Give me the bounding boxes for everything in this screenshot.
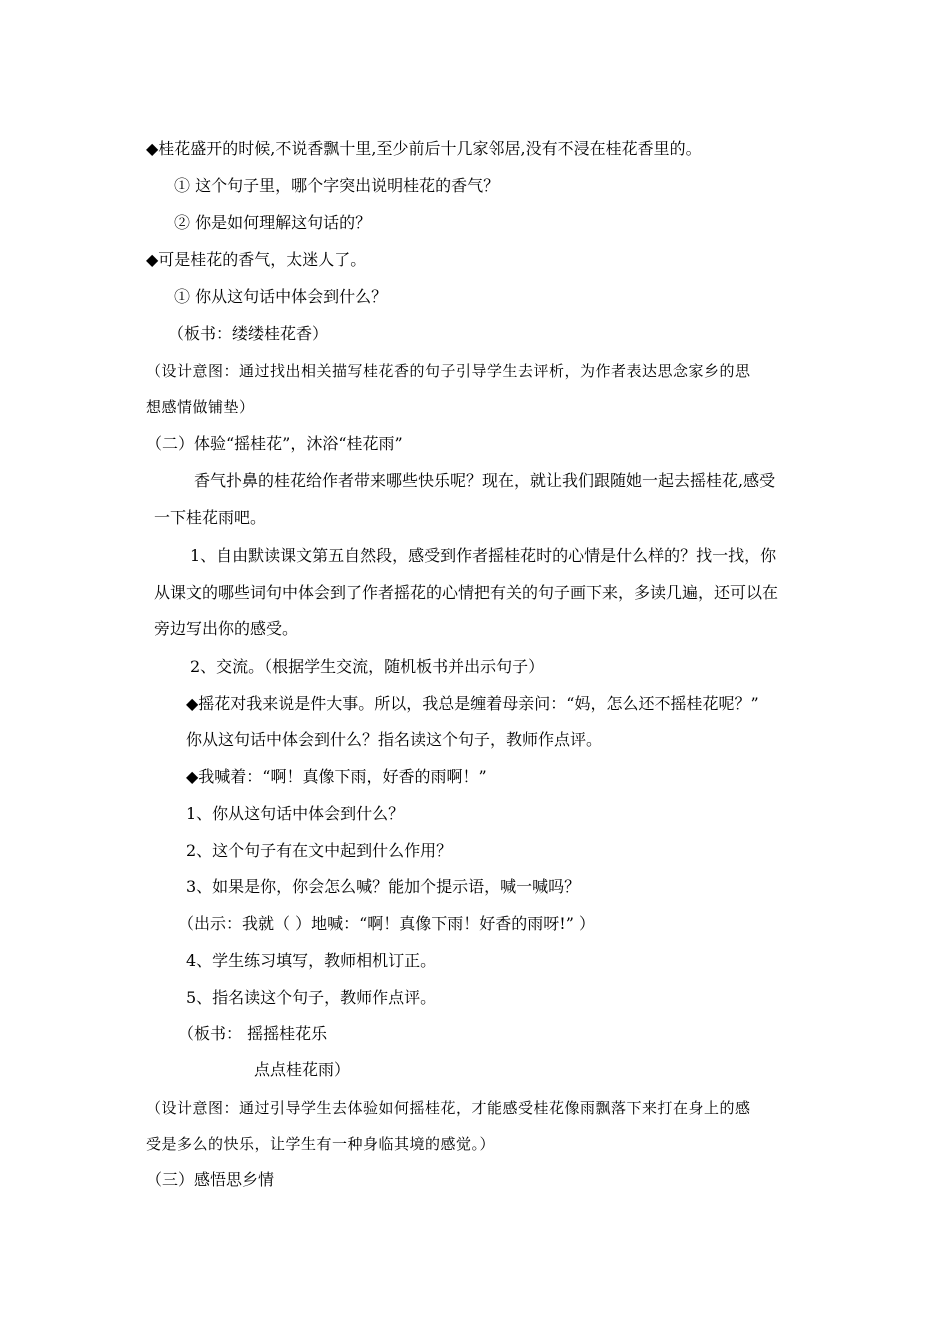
text-line: 3、如果是你，你会怎么喊？能加个提示语，喊一喊吗？: [186, 877, 581, 896]
text-line: 一下桂花雨吧。: [154, 508, 267, 527]
text-line: 4、学生练习填写，教师相机订正。: [186, 951, 437, 970]
text-line: 你从这句话中体会到什么？指名读这个句子，教师作点评。: [186, 730, 603, 749]
text-line: ◆桂花盛开的时候,不说香飘十里,至少前后十几家邻居,没有不浸在桂花香里的。: [146, 139, 702, 158]
text-line: 从课文的哪些词句中体会到了作者摇花的心情把有关的句子画下来，多读几遍，还可以在: [154, 583, 779, 602]
text-line: （出示：我就（ ）地喊：“啊！真像下雨！好香的雨呀!” ）: [178, 914, 595, 933]
text-line: ◆可是桂花的香气，太迷人了。: [146, 250, 367, 269]
text-line: ◆我喊着：“啊！真像下雨，好香的雨啊！”: [186, 767, 487, 786]
section-heading: （三）感悟思乡情: [146, 1170, 275, 1189]
text-line: ① 你从这句话中体会到什么？: [174, 287, 388, 306]
text-line: ① 这个句子里，哪个字突出说明桂花的香气？: [174, 176, 500, 195]
text-line: 5、指名读这个句子，教师作点评。: [186, 988, 437, 1007]
text-line: 香气扑鼻的桂花给作者带来哪些快乐呢？现在，就让我们跟随她一起去摇桂花,感受: [194, 471, 776, 490]
design-intent-line: 受是多么的快乐，让学生有一种身临其境的感觉。）: [146, 1135, 496, 1153]
text-line: 1、自由默读课文第五自然段，感受到作者摇桂花时的心情是什么样的？找一找，你: [190, 546, 777, 565]
design-intent-line: （设计意图：通过引导学生去体验如何摇桂花，才能感受桂花像雨飘落下来打在身上的感: [146, 1099, 751, 1117]
text-line: （板书：缕缕桂花香）: [168, 324, 329, 343]
text-line: ◆摇花对我来说是件大事。所以，我总是缠着母亲问：“妈，怎么还不摇桂花呢？”: [186, 694, 759, 713]
text-line: （板书： 摇摇桂花乐: [178, 1024, 328, 1043]
section-heading: （二）体验“摇桂花”，沐浴“桂花雨”: [146, 434, 403, 453]
text-line: 旁边写出你的感受。: [154, 619, 299, 638]
text-line: 2、这个句子有在文中起到什么作用？: [186, 841, 453, 860]
design-intent-line: 想感情做铺垫）: [146, 398, 255, 416]
text-line: 点点桂花雨）: [254, 1060, 351, 1079]
text-line: ② 你是如何理解这句话的？: [174, 213, 372, 232]
design-intent-line: （设计意图：通过找出相关描写桂花香的句子引导学生去评析，为作者表达思念家乡的思: [146, 362, 751, 380]
text-line: 1、你从这句话中体会到什么？: [186, 804, 405, 823]
text-line: 2、交流。（根据学生交流，随机板书并出示句子）: [190, 657, 545, 676]
